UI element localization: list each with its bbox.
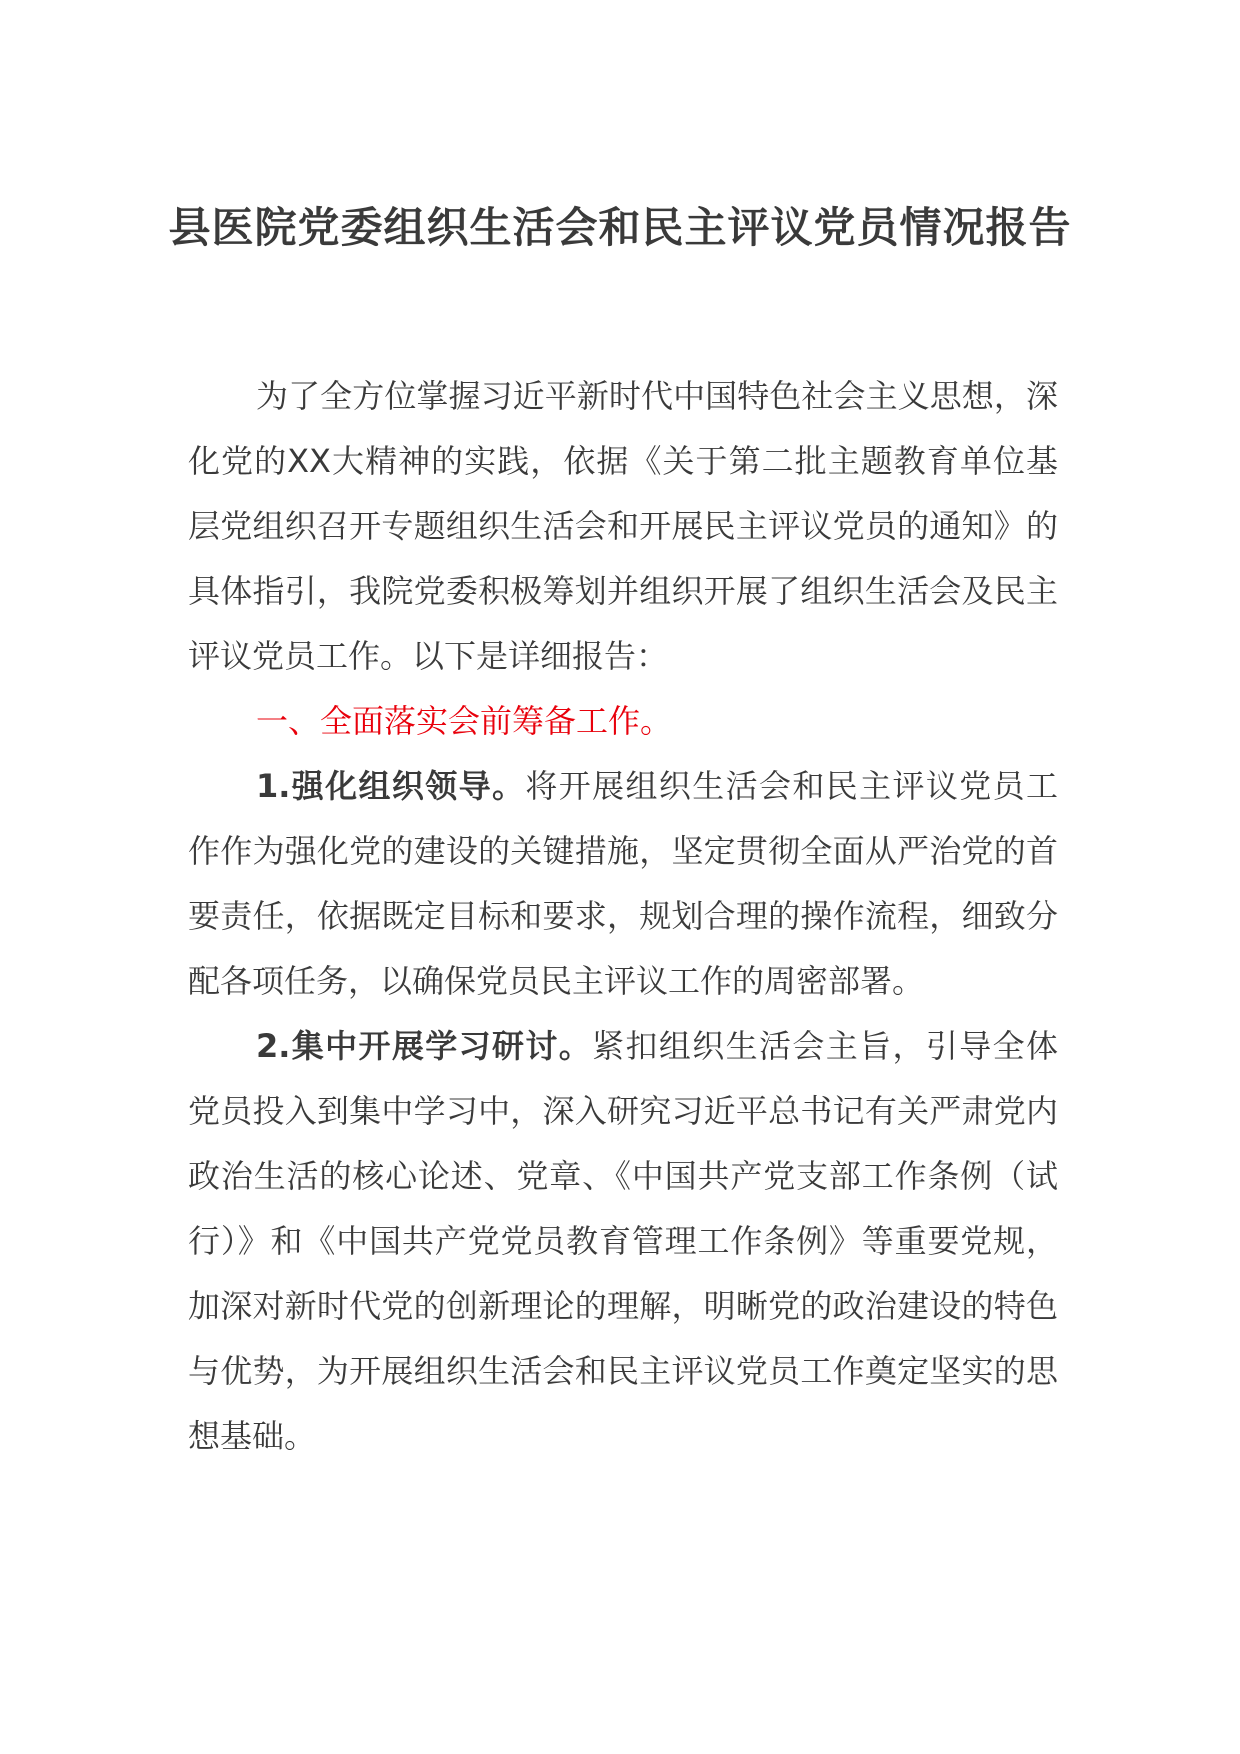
section-heading-1: 一、全面落实会前筹备工作。 — [256, 702, 673, 740]
item-heading-1: 1.强化组织领导。 — [256, 767, 526, 805]
item-paragraph-1 — [188, 754, 1058, 1014]
document-body — [188, 364, 1058, 1469]
intro-paragraph: 为了全方位掌握习近平新时代中国特色社会主义思想，深化党的XX大精神的实践，依据《关于第二批主题教育单位基层党组织召开专题组织生活会和开展民主评议党员的通知》的具体指引，我院党委积极筹划并组织开展了组织生活会及民主评议党员工作。以下是详细报告： — [188, 377, 1058, 675]
item-heading-2: 2.集中开展学习研讨。 — [256, 1027, 593, 1065]
item-paragraph-2 — [188, 1014, 1058, 1469]
document-title: 县医院党委组织生活会和民主评议党员情况报告 — [168, 203, 1072, 252]
item-text-1: 将开展组织生活会和民主评议党员工作作为强化党的建设的关键措施，坚定贯彻全面从严治党的首要责任，依据既定目标和要求，规划合理的操作流程，细致分配各项任务，以确保党员民主评议工作的周密部署。 — [188, 767, 1058, 1000]
item-text-2: 紧扣组织生活会主旨，引导全体党员投入到集中学习中，深入研究习近平总书记有关严肃党内政治生活的核心论述、党章、《中国共产党支部工作条例（试行）》和《中国共产党党员教育管理工作条例》等重要党规，加深对新时代党的创新理论的理解，明晰党的政治建设的特色与优势，为开展组织生活会和民主评议党员工作奠定坚实的思想基础。 — [188, 1027, 1058, 1455]
